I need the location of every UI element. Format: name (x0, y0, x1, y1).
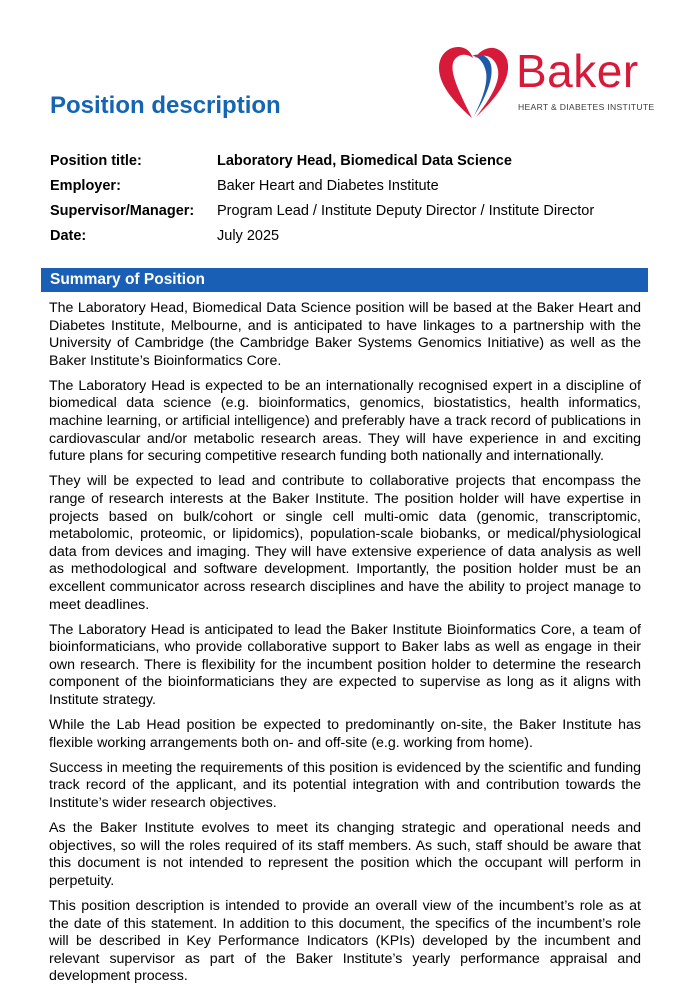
detail-label: Date: (50, 228, 87, 244)
detail-label: Position title: (50, 153, 142, 169)
summary-paragraph: This position description is intended to provide an overall view of the incumbent’s role as at the date of this statement. In addition to this document, the specifics of the incumbent’s role will be described in Key Performance Indicators (KPIs) developed by the incumbent and relevant supervisor as part of the Baker Institute’s yearly performance appraisal and development process. (49, 897, 641, 985)
detail-label: Employer: (50, 178, 121, 194)
summary-paragraph: As the Baker Institute evolves to meet its changing strategic and operational needs and objectives, so will the roles required of its staff members. As such, staff should be aware that this document is not intended to represent the position which the occupant will perform in perpetuity. (49, 820, 641, 889)
heart-logo-icon (436, 44, 512, 120)
detail-value: Laboratory Head, Biomedical Data Science (217, 153, 512, 169)
summary-paragraph: They will be expected to lead and contribute to collaborative projects that encompass the range of research interests at the Baker Institute. The position holder will have expertise in projects based on bulk/cohort or single cell multi-omic data (genomic, transcriptomic, metabolomic, proteomic, or lipidomics), population-scale biobanks, or medical/physiological data from devices and imaging. They will have extensive experience of data analysis as well as methodological and software development. Importantly, the position holder must be an excellent communicator across research disciplines and have the ability to project manage to meet deadlines. (49, 473, 641, 613)
summary-paragraph: The Laboratory Head, Biomedical Data Science position will be based at the Baker Heart and Diabetes Institute, Melbourne, and is anticipated to have linkages to a partnership with the University of Cambridge (the Cambridge Baker Systems Genomics Initiative) as well as the Baker Institute’s Bioinformatics Core. (49, 300, 641, 369)
detail-row-employer (50, 174, 650, 199)
detail-row-date (50, 224, 650, 249)
section-heading-summary: Summary of Position (41, 268, 648, 292)
summary-body (49, 300, 641, 993)
page-title: Position description (50, 92, 281, 119)
detail-value: July 2025 (217, 228, 280, 244)
detail-label: Supervisor/Manager: (50, 203, 195, 219)
position-details (50, 149, 650, 249)
summary-paragraph: While the Lab Head position be expected to predominantly on-site, the Baker Institute has flexible working arrangements both on- and off-site (e.g. working from home). (49, 717, 641, 751)
detail-row-supervisor (50, 199, 650, 224)
summary-paragraph: Success in meeting the requirements of this position is evidenced by the scientific and funding track record of the applicant, and its potential integration with and contribution towards the Institute’s wider research objectives. (49, 759, 641, 811)
detail-row-position-title (50, 149, 650, 174)
summary-paragraph: The Laboratory Head is expected to be an internationally recognised expert in a discipline of biomedical data science (e.g. bioinformatics, genomics, biostatistics, health informatics, machine learning, or artificial intelligence) and preferably have a track record of publications in cardiovascular and/or metabolic research areas. They will have experience in and exciting future plans for securing competitive research funding both nationally and internationally. (49, 377, 641, 465)
summary-paragraph: The Laboratory Head is anticipated to lead the Baker Institute Bioinformatics Core, a team of bioinformaticians, who provide collaborative support to Baker labs as well as engage in their own research. There is flexibility for the incumbent position holder to determine the research component of the bioinformaticians they are expected to supervise as long as it aligns with Institute strategy. (49, 621, 641, 708)
logo-tagline: HEART & DIABETES INSTITUTE (518, 102, 655, 112)
detail-value: Program Lead / Institute Deputy Director / Institute Director (217, 203, 595, 219)
detail-value: Baker Heart and Diabetes Institute (217, 178, 439, 194)
baker-logo (436, 44, 655, 120)
logo-wordmark: Baker (516, 45, 639, 97)
